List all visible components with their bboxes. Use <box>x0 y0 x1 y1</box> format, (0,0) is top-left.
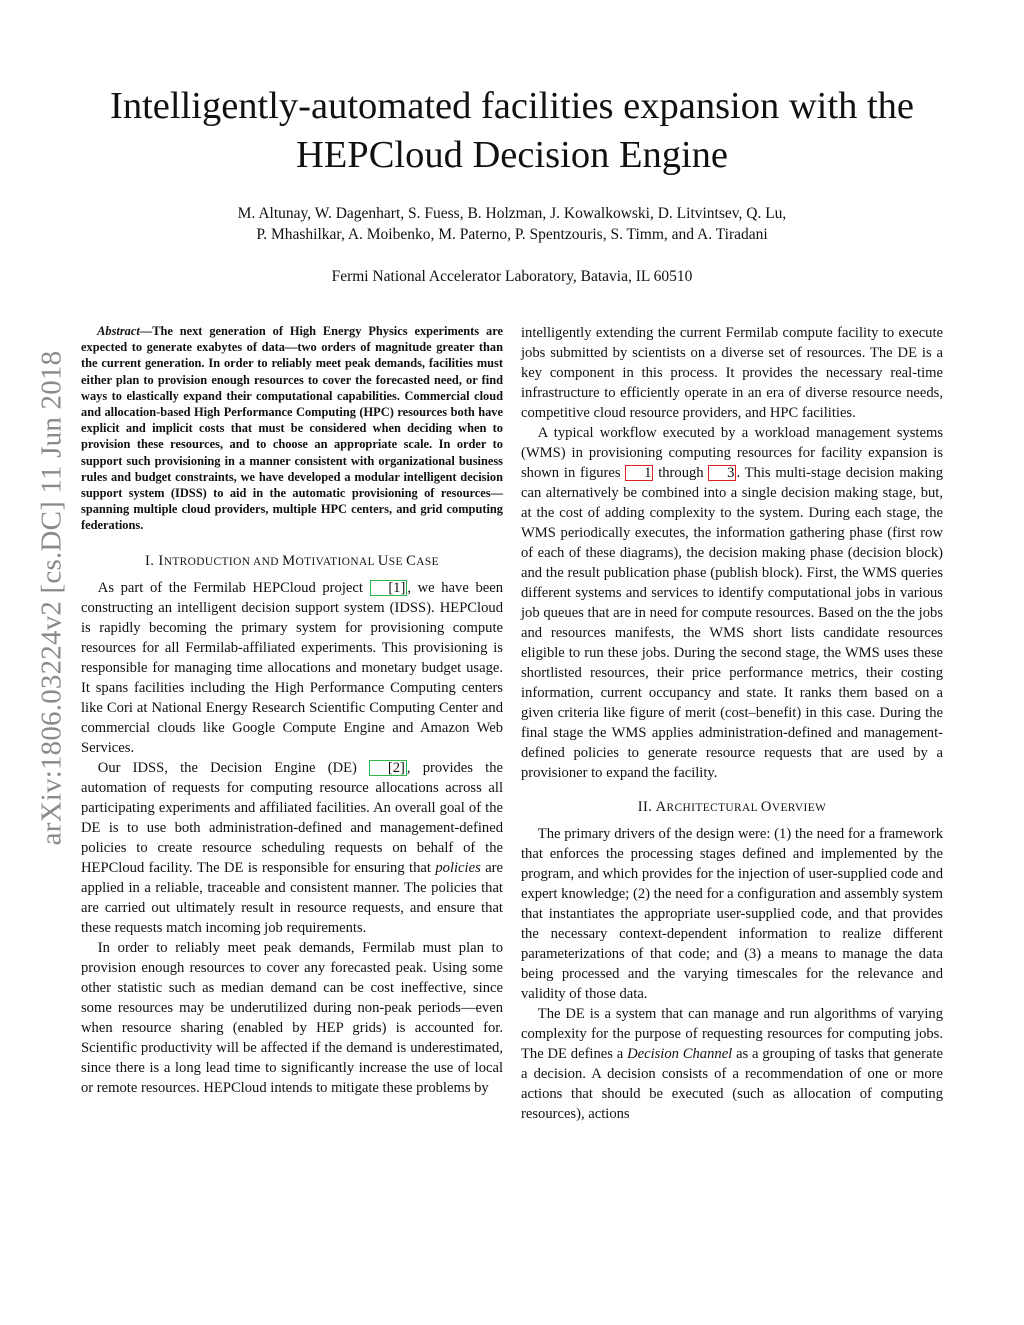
figure-ref-link[interactable]: 3 <box>708 465 736 481</box>
citation-link[interactable]: [2] <box>369 760 407 776</box>
authors-line: M. Altunay, W. Dagenhart, S. Fuess, B. Holzman, J. Kowalkowski, D. Litvintsev, Q. Lu, <box>237 205 787 222</box>
abstract-label: Abstract <box>97 324 140 338</box>
paragraph: In order to reliably meet peak demands, Fermilab must plan to provision enough resources to cover any forecasted peak. Using some other statistic such as median demand can be cost ineffective, since some resources may be underutilized during non-peak periods—even when resource sharing (enabled by HEP grids) is accounted for. Scientific productivity will be affected if the demand is underestimated, since there is a long lead time to significantly increase the use of local or remote resources. HEPCloud intends to mitigate these problems by <box>81 939 503 1096</box>
section-heading-architecture: II. ARCHITECTURAL OVERVIEW <box>637 799 827 815</box>
figure-ref-link[interactable]: 1 <box>625 465 653 481</box>
paragraph: As part of the Fermilab HEPCloud project [1] , we have been constructing an intelligent decision support system (IDSS). HEPCloud is rapidly becoming the primary system for provisioning compute resources for all Fermilab-affiliated experiments. This provisioning is responsible for managing time allocations and monetary budget usage. It spans facilities including the High Performance Computing centers like Cori at National Energy Research Scientific Computing Center and commercial clouds like Google Compute Engine and Amazon Web Services. <box>81 579 503 756</box>
right-column <box>521 323 943 1124</box>
paragraph: The DE is a system that can manage and run algorithms of varying complexity for the purpose of requesting resources for computing jobs. The DE defines a Decision Channel as a grouping of tasks that generate a decision. A decision consists of a recommendation of one or more actions that should be executed (such as allocation of computing resources), actions <box>521 1006 944 1122</box>
section-heading-introduction: I. INTRODUCTION AND MOTIVATIONAL USE CASE <box>145 552 439 569</box>
paragraph: The primary drivers of the design were: (1) the need for a framework that enforces the processing stages defined and implemented by the program, and which provides for the injection of user-supplied code and expert knowledge; (2) the need for a configuration and assembly system that instantiates the appropriate user-supplied code, and that provides the necessary context-dependent information to realize different parameterizations of that code; and (3) a means to manage the data being processed and the varying timescales for the relevance and validity of those data. <box>521 826 943 1002</box>
paragraph: intelligently extending the current Fermilab compute facility to execute jobs submitted by scientists on a diverse set of resources. The DE is a key component in this process. It provides the necessary real-time infrastructure to efficiently operate in an era of diverse resource needs, competitive cloud resource providers, and HPC facilities. <box>521 325 943 421</box>
abstract <box>81 323 503 534</box>
arxiv-identifier: arXiv:1806.03224v2 [cs.DC] 11 Jun 2018 <box>35 350 68 846</box>
citation-link[interactable]: [1] <box>370 580 408 596</box>
abstract-text: —The next generation of High Energy Physics experiments are expected to generate exabytes of data—two orders of magnitude greater than the current generation. In order to reliably meet peak demands, facilities must either plan to provision enough resources to cover the forecasted need, or find ways to elastically expand their computational capabilities. Commercial cloud and allocation-based High Performance Computing (HPC) resources both have explicit and implicit costs that must be considered when deciding when to provision these resources, and to choose an appropriate scale. In order to support such provisioning in a manner consistent with organizational business rules and budget constraints, we have developed a modular intelligent decision support system (IDSS) to aid in the automatic provisioning of resources—spanning multiple cloud providers, multiple HPC centers, and grid computing federations. <box>81 324 503 533</box>
authors-line: P. Mhashilkar, A. Moibenko, M. Paterno, P. Spentzouris, S. Timm, and A. Tiradani <box>256 226 768 243</box>
left-column <box>81 323 503 1098</box>
paper-title: Intelligently-automated facilities expansion with the HEPCloud Decision Engine <box>110 85 914 176</box>
affiliation: Fermi National Accelerator Laboratory, Batavia, IL 60510 <box>331 268 693 285</box>
paragraph: Our IDSS, the Decision Engine (DE) [2] , provides the automation of requests for computing resource allocations across all participating experiments and affiliated facilities. An overall goal of the DE is to use both administration-defined and management-defined policies to create resource scheduling requests on behalf of the HEPCloud facility. The DE is responsible for ensuring that policies are applied in a reliable, traceable and consistent manner. The policies that are carried out ultimately result in resource requests, and ensure that these requests match incoming job requirements. <box>81 759 504 936</box>
author-list <box>60 203 964 245</box>
paragraph: A typical workflow executed by a workload management systems (WMS) in provisioning computing resources for facility expansion is shown in figures 1 through 3 . This multi-stage decision making can alternatively be combined into a single decision making stage, but, at the cost of adding complexity to the system. During each stage, the WMS periodically executes, the information gathering phase (first row of each of these diagrams), the decision making phase (decision block) and the result publication phase (publish block). First, the WMS queries different systems and services to identify computational jobs in various job queues that are in need for compute resources. Based on the the jobs and resources manifests, the WMS short lists candidate resources eligible to run these jobs. During the second stage, the WMS uses these shortlisted resources, their price performance metrics, their costing information, current occupancy and state. It ranks them based on a given criteria like figure of merit (cost–benefit) in this case. During the final stage the WMS applies administration-defined and management-defined policies to generate resource requests that are used by a provisioner to expand the facility. <box>521 425 943 781</box>
